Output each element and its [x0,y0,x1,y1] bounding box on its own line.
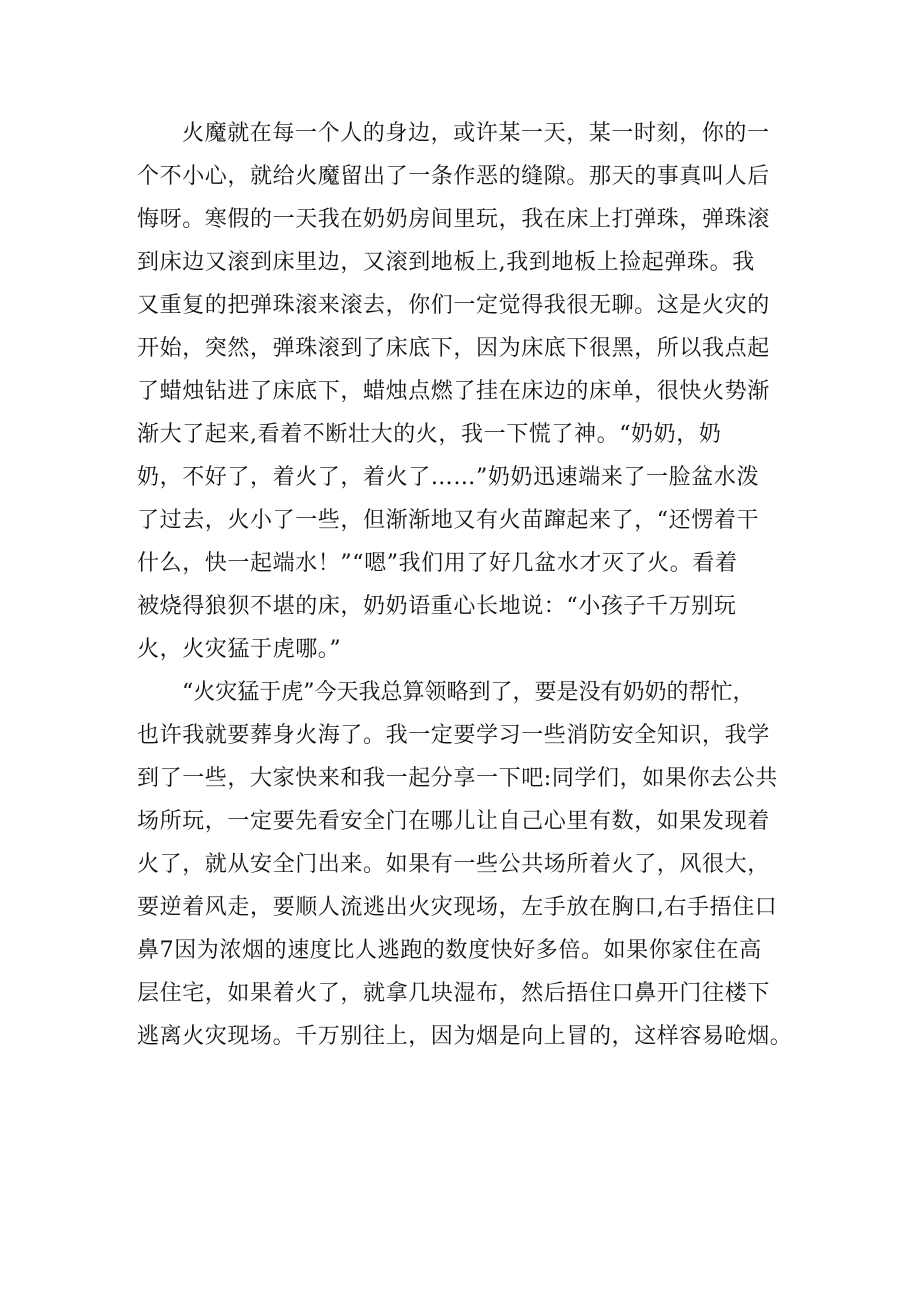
text-line: 奶，不好了，着火了，着火了……”奶奶迅速端来了一脸盆水泼 [137,465,760,490]
text-line: 逃离火灾现场。千万别往上，因为烟是向上冒的，这样容易呛烟。 [137,1024,793,1049]
text-line: 火了，就从安全门出来。如果有一些公共场所着火了，风很大， [137,852,770,877]
text-line: 火魔就在每一个人的身边，或许某一天，某一时刻，你的一 [182,121,770,146]
text-line: 悔呀。寒假的一天我在奶奶房间里玩，我在床上打弹珠，弹珠滚 [137,207,770,232]
text-line: 被烧得狼狈不堪的床，奶奶语重心长地说：“小孩子千万别玩 [137,594,737,619]
text-line: 火，火灾猛于虎哪。” [137,637,342,662]
text-line: 鼻7因为浓烟的速度比人逃跑的数度快好多倍。如果你家住在高 [137,938,762,963]
text-line: 到了一些，大家快来和我一起分享一下吧:同学们，如果你去公共 [137,766,778,791]
text-line: “火灾猛于虎”今天我总算领略到了，要是没有奶奶的帮忙， [182,680,755,705]
text-line: 场所玩，一定要先看安全门在哪儿让自己心里有数，如果发现着 [137,809,770,834]
text-line: 层住宅，如果着火了，就拿几块湿布，然后捂住口鼻开门往楼下 [137,981,770,1006]
text-line: 什么，快一起端水！”“嗯”我们用了好几盆水才灭了火。看着 [137,551,738,576]
text-line: 到床边又滚到床里边，又滚到地板上,我到地板上捡起弹珠。我 [137,250,755,275]
text-line: 个不小心，就给火魔留出了一条作恶的缝隙。那天的事真叫人后 [137,164,770,189]
text-line: 开始，突然，弹珠滚到了床底下，因为床底下很黑，所以我点起 [137,336,770,361]
text-line: 要逆着风走，要顺人流逃出火灾现场，左手放在胸口,右手捂住口 [137,895,778,920]
text-line: 也许我就要葬身火海了。我一定要学习一些消防安全知识，我学 [137,723,770,748]
text-line: 渐大了起来,看着不断壮大的火，我一下慌了神。“奶奶，奶 [137,422,722,447]
text-line: 了蜡烛钻进了床底下，蜡烛点燃了挂在床边的床单，很快火势渐 [137,379,770,404]
text-line: 了过去，火小了一些，但渐渐地又有火苗蹿起来了，“还愣着干 [137,508,760,533]
text-line: 又重复的把弹珠滚来滚去，你们一定觉得我很无聊。这是火灾的 [137,293,770,318]
